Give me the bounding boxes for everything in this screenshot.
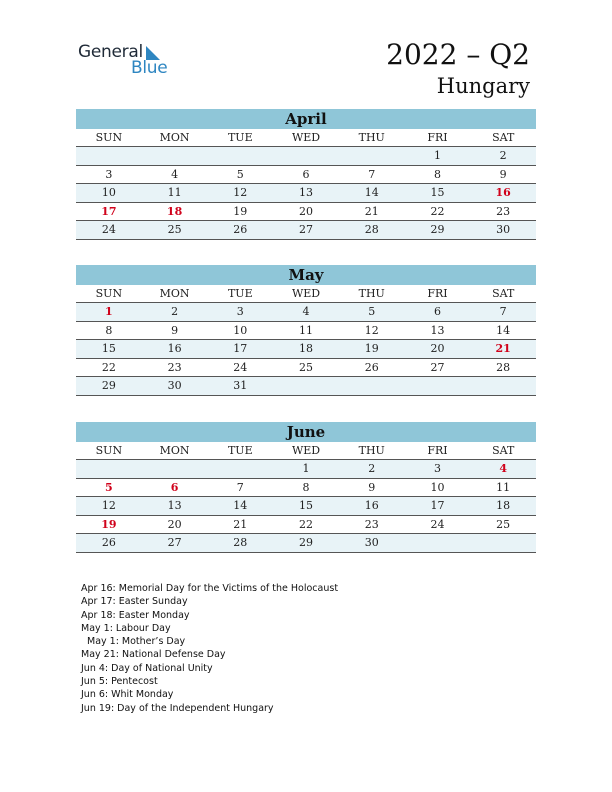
weekday-header-row (76, 129, 536, 147)
day-cell: 4 (171, 167, 179, 181)
weekday-label: TUE (227, 131, 253, 144)
month-header: May (76, 265, 536, 285)
day-cell: 15 (430, 186, 445, 199)
day-cell: 29 (101, 379, 116, 392)
day-cell: 17 (101, 204, 117, 218)
day-cell: 22 (299, 517, 314, 531)
day-cell: 27 (167, 536, 182, 549)
month-header: April (76, 109, 536, 129)
day-cell: 19 (233, 204, 248, 218)
day-cell: 27 (430, 360, 445, 374)
day-cell: 19 (101, 517, 117, 531)
holiday-note: Apr 17: Easter Sunday (81, 596, 188, 608)
holiday-note: May 1: Labour Day (81, 622, 171, 634)
day-cell: 18 (496, 499, 511, 512)
week-row (76, 460, 536, 479)
day-cell: 28 (233, 536, 248, 549)
day-cell: 16 (495, 186, 511, 199)
day-cell: 20 (167, 517, 182, 531)
month-calendar-april (76, 109, 536, 240)
day-cell: 21 (233, 517, 248, 531)
week-row (76, 479, 536, 498)
empty-day-cell (339, 377, 405, 395)
day-cell: 25 (496, 517, 511, 531)
empty-day-cell (273, 377, 339, 395)
weekday-label: MON (159, 131, 190, 144)
day-cell: 18 (299, 342, 314, 355)
day-cell: 9 (368, 480, 376, 494)
day-cell: 26 (233, 223, 248, 236)
day-cell: 20 (299, 204, 314, 218)
weekday-label: FRI (427, 287, 448, 300)
weekday-label: TUE (227, 444, 253, 457)
day-cell: 14 (233, 499, 248, 512)
day-cell: 13 (299, 186, 314, 199)
day-cell: 11 (496, 480, 511, 494)
empty-day-cell (405, 534, 471, 552)
weekday-label: MON (159, 444, 190, 457)
day-cell: 7 (236, 480, 244, 494)
weekday-label: THU (358, 287, 385, 300)
weekday-label: TUE (227, 287, 253, 300)
holiday-note: Apr 18: Easter Monday (81, 609, 190, 621)
weekday-label: WED (291, 131, 321, 144)
day-cell: 11 (167, 186, 182, 199)
empty-day-cell (207, 460, 273, 478)
empty-day-cell (470, 534, 536, 552)
week-row (76, 516, 536, 535)
day-cell: 16 (364, 499, 379, 512)
day-cell: 11 (299, 323, 314, 337)
weekday-label: FRI (427, 444, 448, 457)
day-cell: 15 (101, 342, 116, 355)
day-cell: 23 (364, 517, 379, 531)
day-cell: 18 (166, 204, 183, 218)
day-cell: 4 (302, 305, 310, 318)
day-cell: 26 (101, 536, 116, 549)
day-cell: 30 (364, 536, 379, 549)
empty-day-cell (339, 147, 405, 165)
day-cell: 6 (170, 480, 179, 494)
weekday-label: FRI (427, 131, 448, 144)
weekday-label: THU (358, 444, 385, 457)
country-title: Hungary (436, 74, 530, 98)
day-cell: 5 (368, 305, 376, 318)
empty-day-cell (207, 147, 273, 165)
weekday-label: SUN (95, 131, 123, 144)
week-row (76, 221, 536, 240)
week-row (76, 166, 536, 185)
holiday-note: Apr 16: Memorial Day for the Victims of the Holocaust (81, 583, 339, 594)
day-cell: 9 (171, 323, 179, 337)
day-cell: 24 (430, 517, 445, 531)
day-cell: 2 (499, 149, 507, 162)
weekday-label: SUN (95, 287, 123, 300)
day-cell: 6 (302, 167, 310, 181)
day-cell: 22 (430, 204, 445, 218)
day-cell: 12 (233, 186, 248, 199)
brand-logo (78, 42, 178, 78)
week-row (76, 147, 536, 166)
day-cell: 3 (433, 462, 441, 475)
day-cell: 12 (101, 499, 116, 512)
holiday-note: Jun 19: Day of the Independent Hungary (81, 702, 274, 714)
day-cell: 17 (233, 342, 248, 355)
day-cell: 20 (430, 342, 445, 355)
week-row (76, 184, 536, 203)
day-cell: 25 (299, 360, 314, 374)
week-row (76, 497, 536, 516)
day-cell: 5 (236, 167, 244, 181)
holiday-notes (81, 582, 338, 715)
weekday-label: WED (291, 444, 321, 457)
weekday-label: MON (159, 287, 190, 300)
day-cell: 8 (105, 323, 113, 337)
day-cell: 21 (495, 342, 511, 355)
month-calendar-may (76, 265, 536, 396)
day-cell: 10 (430, 480, 445, 494)
day-cell: 1 (433, 149, 441, 162)
day-cell: 23 (167, 360, 182, 374)
holiday-note: Jun 4: Day of National Unity (81, 662, 213, 674)
week-row (76, 377, 536, 396)
week-row (76, 340, 536, 359)
day-cell: 23 (496, 204, 511, 218)
month-calendar-june (76, 422, 536, 553)
day-cell: 17 (430, 499, 445, 512)
day-cell: 24 (101, 223, 116, 236)
holiday-note: May 21: National Defense Day (81, 649, 226, 661)
day-cell: 1 (302, 462, 310, 475)
day-cell: 2 (171, 305, 179, 318)
holiday-note: Jun 6: Whit Monday (81, 689, 174, 701)
empty-day-cell (273, 147, 339, 165)
day-cell: 16 (167, 342, 182, 355)
day-cell: 22 (101, 360, 116, 374)
day-cell: 19 (364, 342, 379, 355)
day-cell: 12 (364, 323, 379, 337)
day-cell: 14 (364, 186, 379, 199)
day-cell: 14 (496, 323, 511, 337)
day-cell: 10 (233, 323, 248, 337)
day-cell: 13 (430, 323, 445, 337)
day-cell: 29 (299, 536, 314, 549)
day-cell: 28 (496, 360, 511, 374)
day-cell: 28 (364, 223, 379, 236)
day-cell: 24 (233, 360, 248, 374)
quarter-title: 2022 – Q2 (386, 38, 530, 71)
day-cell: 9 (499, 167, 507, 181)
day-cell: 8 (302, 480, 310, 494)
day-cell: 8 (433, 167, 441, 181)
day-cell: 13 (167, 499, 182, 512)
day-cell: 30 (167, 379, 182, 392)
day-cell: 5 (105, 480, 113, 494)
logo-text-blue: Blue (131, 58, 168, 78)
empty-day-cell (405, 377, 471, 395)
day-cell: 25 (167, 223, 182, 236)
weekday-label: SAT (492, 444, 515, 457)
holiday-note: May 1: Mother’s Day (87, 636, 186, 648)
week-row (76, 322, 536, 341)
day-cell: 30 (496, 223, 511, 236)
day-cell: 29 (430, 223, 445, 236)
weekday-header-row (76, 285, 536, 303)
week-row (76, 534, 536, 553)
day-cell: 7 (368, 167, 376, 181)
day-cell: 15 (299, 499, 314, 512)
day-cell: 7 (499, 305, 507, 318)
day-cell: 31 (233, 379, 248, 392)
day-cell: 2 (368, 462, 376, 475)
month-header: June (76, 422, 536, 442)
weekday-label: WED (291, 287, 321, 300)
weekday-label: THU (358, 131, 385, 144)
empty-day-cell (142, 147, 208, 165)
day-cell: 26 (364, 360, 379, 374)
weekday-label: SAT (492, 131, 515, 144)
day-cell: 27 (299, 223, 314, 236)
week-row (76, 203, 536, 222)
day-cell: 3 (105, 167, 113, 181)
empty-day-cell (470, 377, 536, 395)
weekday-label: SUN (95, 444, 123, 457)
day-cell: 3 (236, 305, 244, 318)
day-cell: 6 (433, 305, 441, 318)
empty-day-cell (142, 460, 208, 478)
empty-day-cell (76, 147, 142, 165)
logo-text-general: General (78, 42, 143, 62)
week-row (76, 303, 536, 322)
day-cell: 10 (101, 186, 116, 199)
week-row (76, 359, 536, 378)
empty-day-cell (76, 460, 142, 478)
weekday-header-row (76, 442, 536, 460)
day-cell: 4 (499, 462, 507, 475)
day-cell: 21 (364, 204, 379, 218)
weekday-label: SAT (492, 287, 515, 300)
day-cell: 1 (105, 305, 113, 318)
holiday-note: Jun 5: Pentecost (81, 676, 158, 688)
